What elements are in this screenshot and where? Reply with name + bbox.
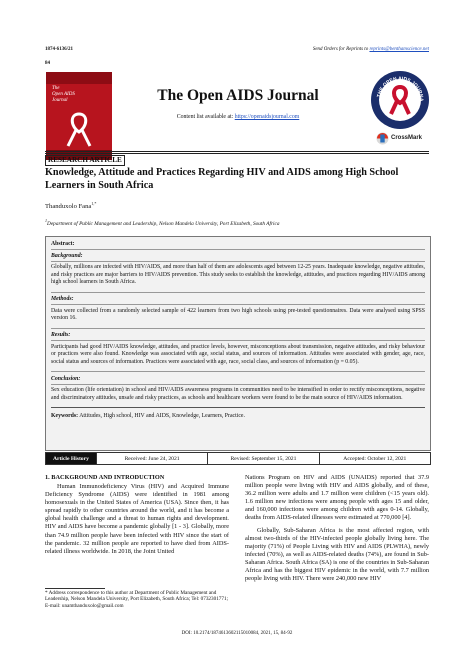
conclusion-label: Conclusion:: [51, 375, 81, 382]
cover-title: [52, 86, 75, 104]
affiliation-text: Department of Public Management and Leadership, Nelson Mandela University, Port Elizabeth, South Africa: [47, 220, 280, 227]
received-date: Received: June 24, 2021: [96, 453, 207, 464]
background-label: Background:: [51, 252, 83, 259]
methods-rule-top: [51, 292, 425, 293]
revised-date: Revised: September 15, 2021: [207, 453, 318, 464]
footnote-marker: *: [45, 590, 48, 596]
background-rule: [51, 261, 425, 262]
journal-url-link[interactable]: https://openaidsjournal.com: [234, 114, 300, 120]
results-rule: [51, 340, 425, 341]
article-history-label: Article History: [46, 453, 96, 464]
journal-cover-image: [46, 72, 112, 160]
author-superscript: 1,*: [91, 201, 97, 206]
methods-text: Data were collected from a randomly selected sample of 422 learners from two high schools using pre-tested questionnaires. Data were analysed using SPSS version 16.: [51, 307, 425, 321]
send-orders-line: [313, 47, 429, 52]
abstract-box: [45, 236, 431, 451]
accepted-date: Accepted: October 12, 2021: [319, 453, 430, 464]
background-text: Globally, millions are infected with HIV/AIDS, and more than half of them are adolescents aged between 12-25 years. Inadequate knowledge, negative attitudes, and risky practices are major barriers to HIV/AIDS prevention. This study seeks to establish the knowledge, attitudes, and practices regarding HIV/AIDS among high school learners in South Africa.: [51, 264, 425, 285]
issn-label: 1874-6136/21: [45, 47, 74, 52]
methods-label: Methods:: [51, 296, 74, 302]
reprints-email-link[interactable]: reprints@benthamscience.net: [369, 47, 429, 52]
cover-top-band: [46, 72, 112, 84]
section-heading: 1. BACKGROUND AND INTRODUCTION: [45, 474, 165, 481]
article-type-label: RESEARCH ARTICLE: [45, 155, 125, 166]
correspondence-footnote: [45, 590, 229, 609]
send-orders-prefix: Send Orders for Reprints to: [312, 47, 370, 52]
journal-title: The Open AIDS Journal: [157, 87, 319, 104]
crossmark-label: CrossMark: [391, 135, 423, 141]
results-label: Results:: [51, 332, 71, 338]
footnote-text: Address correspondence to this author at Department of Public Management and Leadership, Nelson Mandela University, Port Elizabeth, South Africa; Tel: 0732301771; E-mail: unamthanduxolo@gmail.com: [45, 590, 229, 609]
keywords-rule: [51, 407, 425, 408]
svg-text:THE OPEN AIDS JOURNAL: THE OPEN AIDS JOURNA: [376, 75, 425, 102]
affiliation-line: [45, 218, 280, 227]
abstract-rule: [51, 249, 425, 250]
cover-line-1: The: [52, 86, 60, 91]
aids-ribbon-icon: [64, 110, 94, 150]
crossmark-badge[interactable]: [376, 132, 438, 146]
results-text: Participants had good HIV/AIDS knowledge, attitudes, and practice levels, however, misconceptions about transmission, negative attitudes, and risky behaviour or practices were also found. Knowledge was associated with age, social status, and sources of information. Attitudes were associated with gender, age, race, social status and sources of information. Practices were associated with age, race, social class, and sources of information (p = 0.05).: [51, 343, 425, 365]
header-divider-thin: [45, 153, 429, 154]
keywords-text: Attitudes, High school, HIV and AIDS, Knowledge, Learners, Practice.: [79, 412, 245, 419]
author-name: Thanduxolo Fana: [45, 203, 92, 211]
header-divider: [45, 151, 429, 152]
methods-rule: [51, 304, 425, 305]
conclusion-rule-top: [51, 371, 425, 372]
left-paragraph: Human Immunodeficiency Virus (HIV) and Acquired Immune Deficiency Syndrome (AIDS) were identified in 1981 among homosexuals in the United States of America (USA). Since then, it has spread rapidly to other countries around the world, and it has become a global health challenge and a threat to human rights and development. HIV and AIDS have become a pandemic globally [1 - 3]. Globally, more than 74.9 million people have been infected with HIV since the start of the pandemic. 32 million people are reported to have died from AIDS-related illness worldwide. In 2018, the Joint United: [45, 483, 229, 555]
article-history-bar: [45, 452, 431, 465]
footnote-rule: [45, 588, 105, 589]
results-rule-top: [51, 328, 425, 329]
crossmark-icon: [376, 132, 389, 145]
left-column: [45, 474, 229, 556]
doi-footer: DOI: 10.2174/1874613602115010084, 2021, 15, 84-92: [181, 631, 293, 636]
cover-line-3: Journal: [52, 98, 68, 103]
journal-seal-logo: [370, 70, 430, 130]
affiliation-superscript: 1: [45, 218, 47, 223]
conclusion-text: Sex education (life orientation) in school and HIV/AIDS awareness programs in communities need to be intensified in order to rectify misconceptions, negative and discriminatory attitudes, unsafe and risky practices, as schools and healthcare workers were found to be the main source of HIV/AIDS information.: [51, 387, 425, 401]
content-list-line: [110, 114, 366, 120]
page-number: 84: [45, 61, 50, 66]
keywords-line: [51, 413, 425, 421]
right-column: [245, 474, 429, 583]
author-line: [45, 201, 96, 210]
right-paragraph-2: Globally, Sub-Saharan Africa is the most affected region, with almost two-thirds of the HIV-infected people globally living here. The majority (71%) of People Living with HIV and AIDS (PLWHA), newly infected (70%), as well as AIDS-related deaths (74%), are found in Sub-Saharan Africa. South Africa (SA) is one of the countries in Sub-Saharan Africa and has the biggest HIV epidemic in the world, with 7.7 million people living with HIV. There were 240,000 new HIV: [245, 526, 429, 583]
cover-line-2: Open AIDS: [52, 92, 75, 97]
abstract-heading: Abstract:: [51, 241, 75, 247]
content-list-prefix: Content list available at:: [176, 114, 235, 120]
conclusion-rule: [51, 384, 425, 385]
abstract-content: [51, 241, 425, 420]
keywords-label: Keywords:: [51, 412, 79, 419]
article-title: Knowledge, Attitude and Practices Regarding HIV and AIDS among High School Learners in South Africa: [45, 167, 399, 191]
right-paragraph-1: Nations Program on HIV and AIDS (UNAIDS) reported that 37.9 million people were living with HIV and AIDS globally, and of these, 36.2 million were adults and 1.7 million were children (<15 years old). 1.6 million new infections were among people with ages 15 and older, and 160,000 infections were among children with ages 0-14. Globally, deaths from AIDS-related illnesses were estimated at 770,000 [4].: [245, 474, 429, 522]
